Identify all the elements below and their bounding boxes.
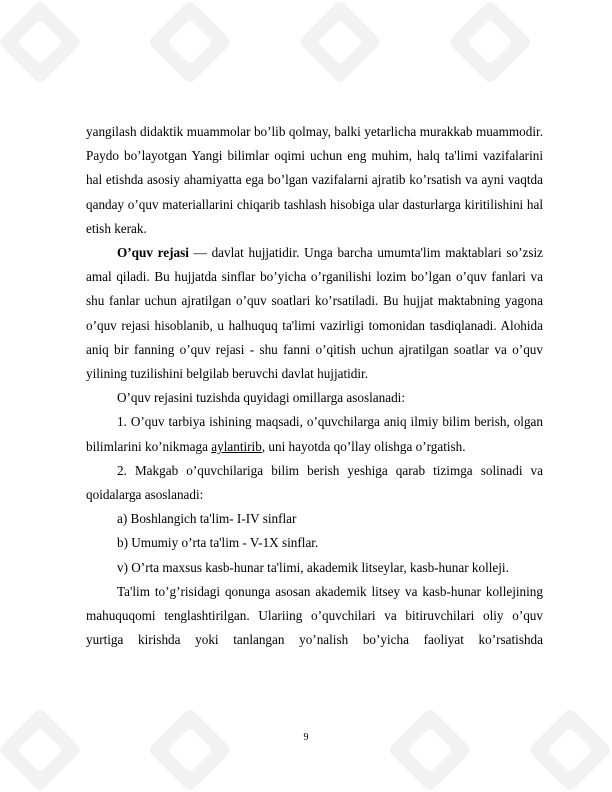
watermark-shape bbox=[0, 0, 82, 84]
watermark-shape bbox=[298, 0, 383, 84]
paragraph-1: yangilash didaktik muammolar bo’lib qolmay, balki yetarlicha murakkab muammodir. Paydo bo’layotgan Yangi bilimlar oqimi uchun eng muhim, halq ta'limi vazifalarini hal etishda asosiy ahamiyatta ega bo’lgan vazifalarni ajratib ko’rsatish va ayni vaqtda qanday o’quv materiallarini chiqarib tashlash hisobiga ular dasturlarga kiritilishini hal etish kerak. bbox=[86, 124, 543, 236]
watermark-shape bbox=[528, 708, 612, 792]
paragraph-9: Ta'lim to’g’risidagi qonunga asosan akademik litsey va kasb-hunar kollejining mahuquqomi tenglashtirilgan. Ulariing o’quvchilari va bitiruvchilari oliy o’quv yurtiga kirishda yoki tanlangan yo’nalish bo’yicha faoliyat ko’rsatishda bbox=[86, 583, 543, 648]
document-body bbox=[86, 120, 543, 652]
paragraph-2-text: — davlat hujjatidir. Unga barcha umumta'lim maktablari so’zsiz amal qiladi. Bu hujjatda sinflar bo’yicha o’rganilishi lozim bo’lgan o’quv fanlari va shu fanlar uchun ajratilgan o’quv soatlari ko’rsatiladi. Bu hujjat maktabning yagona o’quv rejasi hisoblanib, u halhuquq ta'limi vazirligi tomonidan tasdiqlanadi. Alohida aniq bir fanning o’quv rejasi - shu fanni o’qitish uchun ajratilgan soatlar va o’quv yilining tuzilishini belgilab beruvchi davlat hujjatidir. bbox=[86, 245, 543, 382]
paragraph-4 bbox=[86, 410, 543, 458]
paragraph-4-text-b: , uni hayotda qo’llay olishga o’rgatish. bbox=[261, 438, 466, 454]
page-number: 9 bbox=[303, 732, 309, 743]
paragraph-3: O’quv rejasini tuzishda quyidagi omillarga asoslanadi: bbox=[117, 390, 405, 406]
list-item-v: v) O’rta maxsus kasb-hunar ta'limi, akademik litseylar, kasb-hunar kolleji. bbox=[117, 559, 509, 575]
watermark-shape bbox=[388, 708, 473, 792]
link-aylantirib[interactable]: aylantirib bbox=[211, 438, 262, 454]
watermark-shape bbox=[0, 708, 82, 792]
watermark-shape bbox=[148, 708, 233, 792]
paragraph-2 bbox=[86, 241, 543, 386]
term-oquv-rejasi: O’quv rejasi bbox=[117, 245, 189, 261]
watermark-shape bbox=[148, 0, 233, 84]
paragraph-5: 2. Makgab o’quvchilariga bilim berish yeshiga qarab tizimga solinadi va qoidalarga asoslanadi: bbox=[86, 462, 543, 503]
list-item-a: a) Boshlangich ta'lim- I-IV sinflar bbox=[117, 511, 297, 527]
list-item-b: b) Umumiy o’rta ta'lim - V-1X sinflar. bbox=[117, 535, 319, 551]
watermark-shape bbox=[448, 0, 533, 84]
paragraph-4-text-a: 1. O’quv tarbiya ishining maqsadi, o’quvchilarga aniq ilmiy bilim berish, olgan bilimlarini ko’nikmaga bbox=[86, 414, 543, 454]
